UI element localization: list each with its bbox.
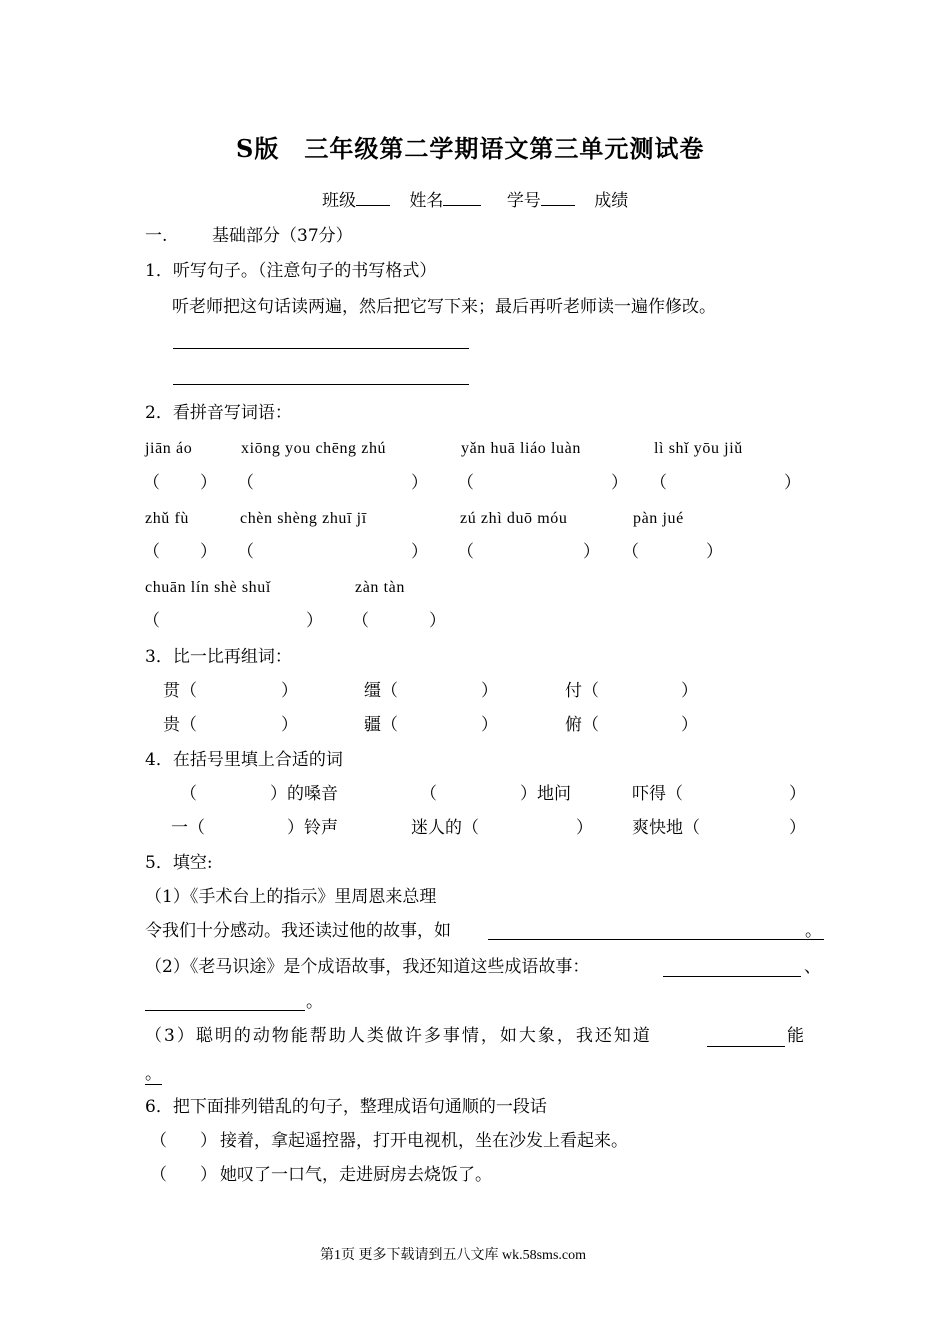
- order-paren-close: ）: [200, 1165, 217, 1185]
- answer-paren-close: ）: [611, 473, 628, 493]
- pinyin-item: zàn tàn: [355, 579, 405, 596]
- pinyin-item: chèn shèng zhuī jī: [240, 510, 367, 527]
- q1-label: 1．听写句子。（注意句子的书写格式）: [145, 261, 437, 281]
- answer-paren-open[interactable]: （: [237, 542, 254, 562]
- student-info: [322, 191, 628, 210]
- fill-paren[interactable]: （: [420, 784, 437, 804]
- pinyin-item: xiōng you chēng zhú: [241, 440, 387, 457]
- q2-label: 2．看拼音写词语：: [145, 403, 292, 423]
- q5-part3b[interactable]: 。: [145, 1064, 162, 1084]
- compare-close: ）: [681, 681, 698, 701]
- compare-item: 俯（: [565, 715, 599, 735]
- fill-text: ）的嗓音: [270, 784, 338, 804]
- fill-paren: ）: [789, 784, 806, 804]
- fill-text: 吓得（: [632, 784, 683, 804]
- answer-paren-close: ）: [200, 542, 217, 562]
- q5-label: 5．填空:: [145, 853, 213, 873]
- pinyin-item: jiān áo: [145, 440, 193, 457]
- order-sentence: 接着，拿起遥控器，打开电视机，坐在沙发上看起来。: [220, 1131, 628, 1151]
- order-paren-open[interactable]: （: [150, 1131, 167, 1151]
- compare-item: 贵（: [163, 715, 197, 735]
- number-blank[interactable]: [541, 191, 575, 206]
- pinyin-item: pàn jué: [633, 510, 684, 527]
- q1-text: 听老师把这句话读两遍，然后把它写下来；最后再听老师读一遍作修改。: [172, 297, 716, 317]
- pinyin-item: yǎn huā liáo luàn: [461, 440, 581, 457]
- fill-paren: ）: [576, 818, 593, 838]
- fill-text: ）地问: [520, 784, 571, 804]
- pinyin-item: zú zhì duō móu: [460, 510, 568, 527]
- class-label: 班级: [322, 191, 356, 211]
- page-title: S版 三年级第二学期语文第三单元测试卷: [236, 134, 705, 163]
- answer-paren-close: ）: [411, 542, 428, 562]
- compare-close: ）: [281, 715, 298, 735]
- q5-part3: （3）聪明的动物能帮助人类做许多事情，如大象，我还知道: [145, 1026, 652, 1046]
- q5-part2-end: 。: [306, 992, 323, 1012]
- pinyin-item: chuān lín shè shuǐ: [145, 579, 271, 596]
- answer-paren-close: ）: [583, 542, 600, 562]
- answer-paren-open[interactable]: （: [143, 473, 160, 493]
- q5-part2-sep: 、: [804, 957, 821, 977]
- compare-item: 付（: [565, 681, 599, 701]
- compare-close: ）: [481, 681, 498, 701]
- answer-paren-open[interactable]: （: [650, 473, 667, 493]
- q6-label: 6．把下面排列错乱的句子，整理成语句通顺的一段话: [145, 1097, 547, 1117]
- answer-paren-open[interactable]: （: [143, 542, 160, 562]
- fill-text: 迷人的（: [411, 818, 479, 838]
- q5-part1b: 令我们十分感动。我还读过他的故事，如: [145, 921, 451, 941]
- section-number: 一.: [145, 226, 168, 246]
- name-label: 姓名: [409, 191, 444, 211]
- answer-paren-open[interactable]: （: [352, 611, 369, 631]
- compare-item: 贯（: [163, 681, 197, 701]
- q5-part3-end: 能: [787, 1026, 804, 1046]
- compare-item: 疆（: [364, 715, 398, 735]
- answer-paren-open[interactable]: （: [237, 473, 254, 493]
- q3-label: 3．比一比再组词：: [145, 647, 292, 667]
- answer-paren-close: ）: [306, 611, 323, 631]
- q4-label: 4．在括号里填上合适的词: [145, 750, 343, 770]
- pinyin-item: lì shǐ yōu jiǔ: [654, 440, 743, 457]
- answer-paren-close: ）: [411, 473, 428, 493]
- q5-blank-2b[interactable]: [145, 1010, 305, 1011]
- answer-paren-close: ）: [784, 473, 801, 493]
- compare-item: 缰（: [364, 681, 398, 701]
- q5-blank-2a[interactable]: [663, 976, 801, 977]
- q1-answer-line-1[interactable]: [173, 348, 469, 349]
- answer-paren-open[interactable]: （: [143, 611, 160, 631]
- answer-paren-close: ）: [429, 611, 446, 631]
- answer-paren-close: ）: [706, 542, 723, 562]
- answer-paren-open[interactable]: （: [457, 542, 474, 562]
- q5-part1b-end: 。: [805, 921, 822, 941]
- name-blank[interactable]: [443, 191, 481, 206]
- fill-paren[interactable]: （: [180, 784, 197, 804]
- order-paren-close: ）: [200, 1131, 217, 1151]
- q1-answer-line-2[interactable]: [173, 384, 469, 385]
- class-blank[interactable]: [356, 191, 390, 206]
- order-paren-open[interactable]: （: [150, 1165, 167, 1185]
- order-sentence: 她叹了一口气，走进厨房去烧饭了。: [220, 1165, 492, 1185]
- compare-close: ）: [481, 715, 498, 735]
- pinyin-item: zhǔ fù: [145, 510, 190, 527]
- q5-part1: （1）《手术台上的指示》里周恩来总理: [145, 887, 437, 907]
- score-label: 成绩: [594, 191, 629, 211]
- compare-close: ）: [681, 715, 698, 735]
- number-label: 学号: [506, 191, 541, 211]
- page-footer: 第1页 更多下载请到五八文库 wk.58sms.com: [320, 1248, 586, 1263]
- fill-text: ）铃声: [287, 818, 338, 838]
- fill-paren: ）: [789, 818, 806, 838]
- q5-part2: （2）《老马识途》是个成语故事，我还知道这些成语故事：: [145, 957, 590, 977]
- q5-blank-3[interactable]: [707, 1046, 785, 1047]
- compare-close: ）: [281, 681, 298, 701]
- section-heading: 基础部分（37分）: [212, 226, 353, 246]
- fill-text: 爽快地（: [632, 818, 700, 838]
- answer-paren-close: ）: [200, 473, 217, 493]
- fill-text: 一（: [171, 818, 205, 838]
- q5-blank-1[interactable]: [488, 939, 824, 940]
- answer-paren-open[interactable]: （: [457, 473, 474, 493]
- answer-paren-open[interactable]: （: [622, 542, 639, 562]
